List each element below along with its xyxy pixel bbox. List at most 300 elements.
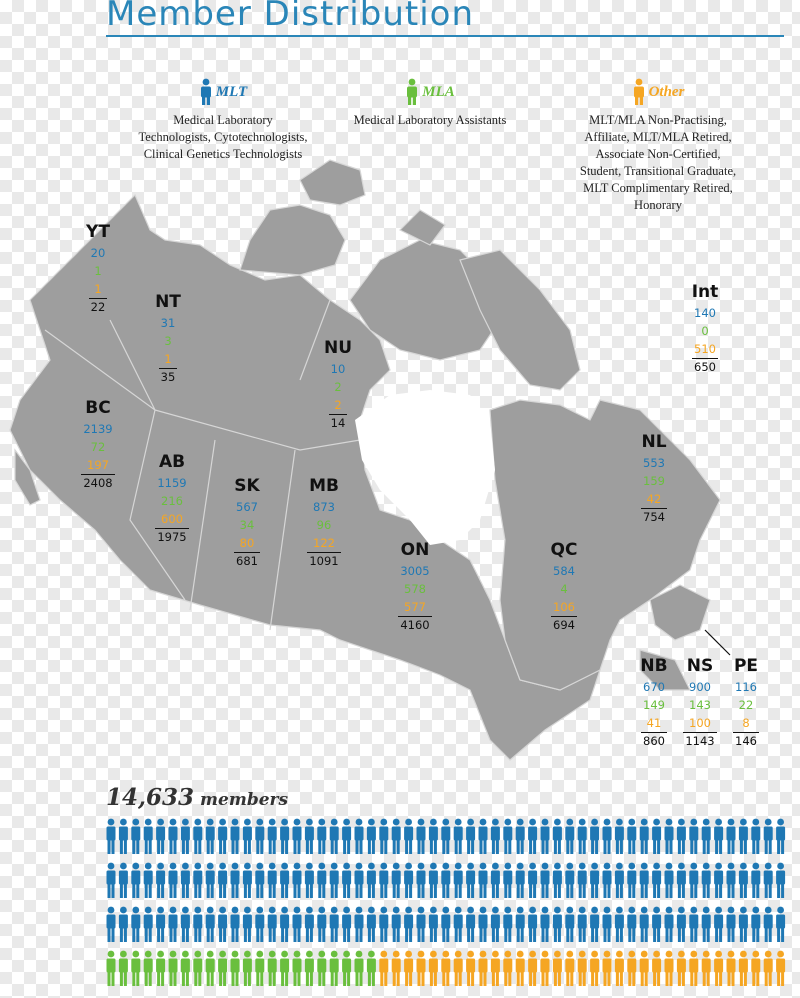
person-icon	[243, 863, 252, 898]
person-icon	[541, 951, 550, 986]
legend-mla-label: MLA	[422, 83, 455, 100]
mla-count: 149	[643, 698, 665, 712]
mla-count: 3	[164, 334, 172, 348]
person-icon	[503, 863, 512, 898]
person-icon	[727, 907, 736, 942]
person-icon	[702, 819, 711, 854]
person-icon	[615, 863, 624, 898]
province-code: MB	[309, 476, 339, 496]
person-icon	[491, 907, 500, 942]
mlt-count: 1159	[157, 476, 187, 490]
mlt-count: 2139	[83, 422, 113, 436]
person-icon	[454, 951, 463, 986]
person-icon	[454, 819, 463, 854]
person-icon	[578, 951, 587, 986]
member-total	[106, 784, 288, 811]
person-icon	[727, 863, 736, 898]
person-icon	[417, 819, 426, 854]
person-icon	[528, 863, 537, 898]
province-code: SK	[234, 476, 260, 496]
person-icon	[144, 819, 153, 854]
person-icon	[404, 907, 413, 942]
person-icon	[417, 863, 426, 898]
person-icon	[603, 863, 612, 898]
person-icon	[181, 951, 190, 986]
person-icon	[516, 863, 525, 898]
person-icon	[293, 863, 302, 898]
person-icon	[330, 819, 339, 854]
province-code: YT	[86, 222, 110, 242]
person-icon	[603, 907, 612, 942]
mlt-count: 116	[735, 680, 757, 694]
legend-mlt-description: Medical Laboratory Technologists, Cytotechnologists, Clinical Genetics Technologists	[138, 113, 308, 161]
person-icon	[491, 819, 500, 854]
person-icon	[206, 907, 215, 942]
map-arctic-1	[240, 205, 345, 275]
person-icon	[131, 907, 140, 942]
province-code: NU	[323, 338, 353, 358]
people-grid	[104, 818, 794, 998]
person-icon	[156, 819, 165, 854]
person-icon	[776, 907, 785, 942]
person-icon	[627, 951, 636, 986]
person-icon	[355, 907, 364, 942]
person-icon	[355, 863, 364, 898]
person-icon	[131, 863, 140, 898]
person-icon	[293, 951, 302, 986]
mla-count: 96	[316, 518, 332, 532]
person-icon	[243, 907, 252, 942]
person-icon	[652, 819, 661, 854]
mlt-count: 10	[330, 362, 346, 376]
mlt-count: 873	[313, 500, 335, 514]
mla-count: 216	[161, 494, 183, 508]
person-icon	[181, 863, 190, 898]
person-icon	[429, 819, 438, 854]
legend-other-description: MLT/MLA Non-Practising, Affiliate, MLT/MLA Retired, Associate Non-Certified, Student, Transitional Graduate, MLT Complimentary Retired, Honorary	[579, 113, 737, 212]
total-count: 1975	[157, 530, 187, 544]
person-icon	[528, 907, 537, 942]
province-code: ON	[400, 540, 430, 560]
person-icon	[317, 863, 326, 898]
person-icon	[590, 863, 599, 898]
person-icon	[342, 819, 351, 854]
total-count: 22	[90, 300, 106, 314]
person-icon	[169, 863, 178, 898]
mla-count: 4	[560, 582, 568, 596]
person-icon	[404, 951, 413, 986]
person-icon	[193, 819, 202, 854]
other-count: 42	[646, 492, 662, 506]
person-icon	[392, 863, 401, 898]
total-count: 35	[160, 370, 176, 384]
person-icon	[541, 819, 550, 854]
mlt-count: 584	[553, 564, 575, 578]
legend-other-label: Other	[648, 83, 685, 100]
legend-mlt-label: MLT	[215, 83, 248, 100]
mla-count: 1	[94, 264, 102, 278]
province-code: NB	[640, 656, 668, 676]
person-icon	[702, 951, 711, 986]
person-icon	[231, 907, 240, 942]
map-arctic-2	[300, 160, 365, 205]
person-icon	[615, 907, 624, 942]
province-code: AB	[158, 452, 186, 472]
person-icon	[702, 907, 711, 942]
legend-mla-description: Medical Laboratory Assistants	[353, 113, 507, 127]
person-icon	[677, 907, 686, 942]
person-icon	[280, 907, 289, 942]
page-title: Member Distribution	[106, 0, 475, 34]
mla-count: 578	[404, 582, 426, 596]
total-count: 2408	[83, 476, 113, 490]
person-icon	[317, 951, 326, 986]
person-icon	[714, 863, 723, 898]
person-icon	[305, 907, 314, 942]
legend-other	[558, 78, 758, 214]
person-icon	[665, 907, 674, 942]
person-icon	[764, 951, 773, 986]
person-icon	[702, 863, 711, 898]
person-icon	[367, 907, 376, 942]
person-icon	[293, 819, 302, 854]
person-icon	[429, 951, 438, 986]
person-icon	[206, 819, 215, 854]
person-icon	[206, 863, 215, 898]
person-icon	[541, 863, 550, 898]
person-icon	[714, 951, 723, 986]
person-icon	[565, 907, 574, 942]
member-label: members	[200, 790, 289, 810]
mla-count: 2	[334, 380, 342, 394]
person-icon	[541, 907, 550, 942]
person-icon	[652, 907, 661, 942]
province-code: NT	[155, 292, 181, 312]
person-icon	[739, 951, 748, 986]
person-icon	[479, 863, 488, 898]
person-icon	[379, 907, 388, 942]
person-icon	[665, 819, 674, 854]
person-icon	[751, 819, 760, 854]
person-icon	[392, 819, 401, 854]
person-icon	[367, 951, 376, 986]
person-icon	[776, 819, 785, 854]
person-icon	[392, 907, 401, 942]
person-icon	[479, 907, 488, 942]
person-icon	[231, 863, 240, 898]
mlt-count: 670	[643, 680, 665, 694]
person-icon	[627, 863, 636, 898]
province-code: NS	[686, 656, 714, 676]
person-icon	[193, 863, 202, 898]
person-icon	[516, 951, 525, 986]
person-icon	[665, 951, 674, 986]
person-icon	[330, 907, 339, 942]
person-icon	[714, 907, 723, 942]
person-icon	[764, 819, 773, 854]
person-icon	[107, 819, 116, 854]
other-count: 600	[161, 512, 183, 526]
total-count: 1143	[685, 734, 715, 748]
total-count: 754	[643, 510, 665, 524]
other-count: 577	[404, 600, 426, 614]
total-count: 694	[553, 618, 575, 632]
person-icon	[255, 951, 264, 986]
total-count: 1091	[309, 554, 339, 568]
total-count: 650	[694, 360, 716, 374]
province-code: PE	[733, 656, 759, 676]
legend-mlt	[118, 78, 328, 163]
mla-count: 159	[643, 474, 665, 488]
person-icon	[144, 907, 153, 942]
person-icon	[751, 951, 760, 986]
person-icon	[553, 907, 562, 942]
province-yt	[66, 222, 130, 316]
person-icon	[268, 951, 277, 986]
person-icon	[516, 819, 525, 854]
person-icon	[528, 951, 537, 986]
legend-mla	[330, 78, 530, 129]
mla-count: 0	[701, 324, 709, 338]
mlt-count: 900	[689, 680, 711, 694]
person-icon	[714, 819, 723, 854]
person-icon	[454, 907, 463, 942]
province-bc	[66, 398, 130, 492]
person-icon	[565, 819, 574, 854]
person-icon	[491, 951, 500, 986]
person-icon	[342, 907, 351, 942]
person-icon	[305, 951, 314, 986]
person-icon	[776, 863, 785, 898]
other-count: 106	[553, 600, 575, 614]
person-icon	[590, 907, 599, 942]
person-icon	[417, 951, 426, 986]
mla-count: 22	[738, 698, 754, 712]
person-icon	[330, 863, 339, 898]
person-icon	[590, 819, 599, 854]
person-icon	[429, 907, 438, 942]
person-icon	[652, 951, 661, 986]
person-icon	[268, 819, 277, 854]
person-icon	[144, 863, 153, 898]
person-icon	[218, 863, 227, 898]
person-icon	[317, 819, 326, 854]
person-icon	[193, 951, 202, 986]
other-count: 8	[742, 716, 750, 730]
person-icon	[466, 863, 475, 898]
total-count: 146	[735, 734, 757, 748]
person-icon	[218, 907, 227, 942]
mlt-count: 20	[90, 246, 106, 260]
person-icon	[330, 951, 339, 986]
person-icon	[392, 951, 401, 986]
person-icon	[156, 907, 165, 942]
person-icon	[404, 819, 413, 854]
mlt-count: 567	[236, 500, 258, 514]
person-icon	[441, 951, 450, 986]
person-icon	[627, 907, 636, 942]
person-icon	[379, 863, 388, 898]
person-icon	[578, 863, 587, 898]
person-icon	[367, 819, 376, 854]
other-count: 1	[94, 282, 102, 296]
person-icon	[342, 863, 351, 898]
person-icon	[255, 907, 264, 942]
member-count: 14,633	[106, 784, 195, 811]
person-icon	[119, 863, 128, 898]
person-icon	[181, 819, 190, 854]
person-icon	[379, 819, 388, 854]
total-count: 14	[330, 416, 346, 430]
province-nl	[622, 432, 686, 526]
map-arctic-4	[400, 210, 445, 245]
person-icon	[665, 863, 674, 898]
province-code: BC	[85, 398, 111, 418]
person-icon	[578, 907, 587, 942]
person-icon	[615, 819, 624, 854]
person-icon	[640, 951, 649, 986]
person-icon	[578, 819, 587, 854]
person-icon	[367, 863, 376, 898]
province-ab	[140, 452, 204, 546]
other-count: 122	[313, 536, 335, 550]
person-icon	[231, 951, 240, 986]
person-icon	[107, 951, 116, 986]
person-icon	[615, 951, 624, 986]
person-icon	[379, 951, 388, 986]
person-icon	[218, 951, 227, 986]
person-icon	[169, 907, 178, 942]
person-icon	[206, 951, 215, 986]
person-icon	[727, 819, 736, 854]
person-icon	[528, 819, 537, 854]
other-count: 197	[87, 458, 109, 472]
person-icon	[454, 863, 463, 898]
person-icon	[268, 863, 277, 898]
person-icon	[739, 863, 748, 898]
person-icon	[677, 951, 686, 986]
person-icon	[404, 863, 413, 898]
total-count: 860	[643, 734, 665, 748]
mla-count: 72	[90, 440, 106, 454]
person-icon	[107, 907, 116, 942]
person-icon	[689, 907, 698, 942]
person-icon	[119, 951, 128, 986]
person-icon	[751, 863, 760, 898]
person-icon	[516, 907, 525, 942]
person-icon	[305, 863, 314, 898]
person-icon	[119, 907, 128, 942]
person-icon	[553, 863, 562, 898]
mlt-count: 140	[694, 306, 716, 320]
person-icon	[441, 907, 450, 942]
person-icon	[169, 819, 178, 854]
person-icon	[243, 951, 252, 986]
person-icon	[231, 819, 240, 854]
person-icon	[355, 951, 364, 986]
province-on	[383, 540, 447, 634]
person-icon	[131, 951, 140, 986]
person-icon	[640, 863, 649, 898]
person-icon	[479, 819, 488, 854]
other-count: 100	[689, 716, 711, 730]
person-icon	[466, 819, 475, 854]
person-icon	[156, 863, 165, 898]
person-icon	[503, 951, 512, 986]
person-icon	[503, 819, 512, 854]
other-count: 2	[334, 398, 342, 412]
mlt-count: 3005	[400, 564, 430, 578]
person-icon	[317, 907, 326, 942]
person-icon	[429, 863, 438, 898]
province-pe	[714, 656, 778, 750]
person-icon	[466, 951, 475, 986]
person-icon	[677, 863, 686, 898]
person-icon	[565, 951, 574, 986]
other-count: 510	[694, 342, 716, 356]
person-icon	[603, 951, 612, 986]
person-icon	[441, 863, 450, 898]
person-icon	[739, 819, 748, 854]
person-icon	[776, 951, 785, 986]
person-icon	[107, 863, 116, 898]
person-icon	[342, 951, 351, 986]
province-sk	[215, 476, 279, 570]
person-icon	[627, 819, 636, 854]
province-nu	[306, 338, 370, 432]
person-icon	[479, 951, 488, 986]
person-icon	[764, 907, 773, 942]
person-icon	[181, 907, 190, 942]
mla-count: 34	[239, 518, 255, 532]
person-icon	[405, 78, 419, 106]
person-icon	[652, 863, 661, 898]
person-icon	[355, 819, 364, 854]
other-count: 1	[164, 352, 172, 366]
province-code: NL	[641, 432, 667, 452]
pe-pointer	[705, 630, 730, 655]
person-icon	[305, 819, 314, 854]
person-icon	[689, 951, 698, 986]
province-mb	[292, 476, 356, 570]
person-icon	[218, 819, 227, 854]
person-icon	[640, 819, 649, 854]
province-qc	[532, 540, 596, 634]
person-icon	[131, 819, 140, 854]
province-nt	[136, 292, 200, 386]
person-icon	[603, 819, 612, 854]
person-icon	[417, 907, 426, 942]
person-icon	[751, 907, 760, 942]
person-icon	[553, 951, 562, 986]
person-icon	[553, 819, 562, 854]
person-icon	[503, 907, 512, 942]
total-count: 681	[236, 554, 258, 568]
person-icon	[255, 863, 264, 898]
mlt-count: 553	[643, 456, 665, 470]
person-icon	[119, 819, 128, 854]
person-icon	[169, 951, 178, 986]
person-icon	[441, 819, 450, 854]
other-count: 41	[646, 716, 662, 730]
person-icon	[739, 907, 748, 942]
person-icon	[255, 819, 264, 854]
person-icon	[193, 907, 202, 942]
person-icon	[243, 819, 252, 854]
person-icon	[590, 951, 599, 986]
person-icon	[280, 819, 289, 854]
total-count: 4160	[400, 618, 430, 632]
